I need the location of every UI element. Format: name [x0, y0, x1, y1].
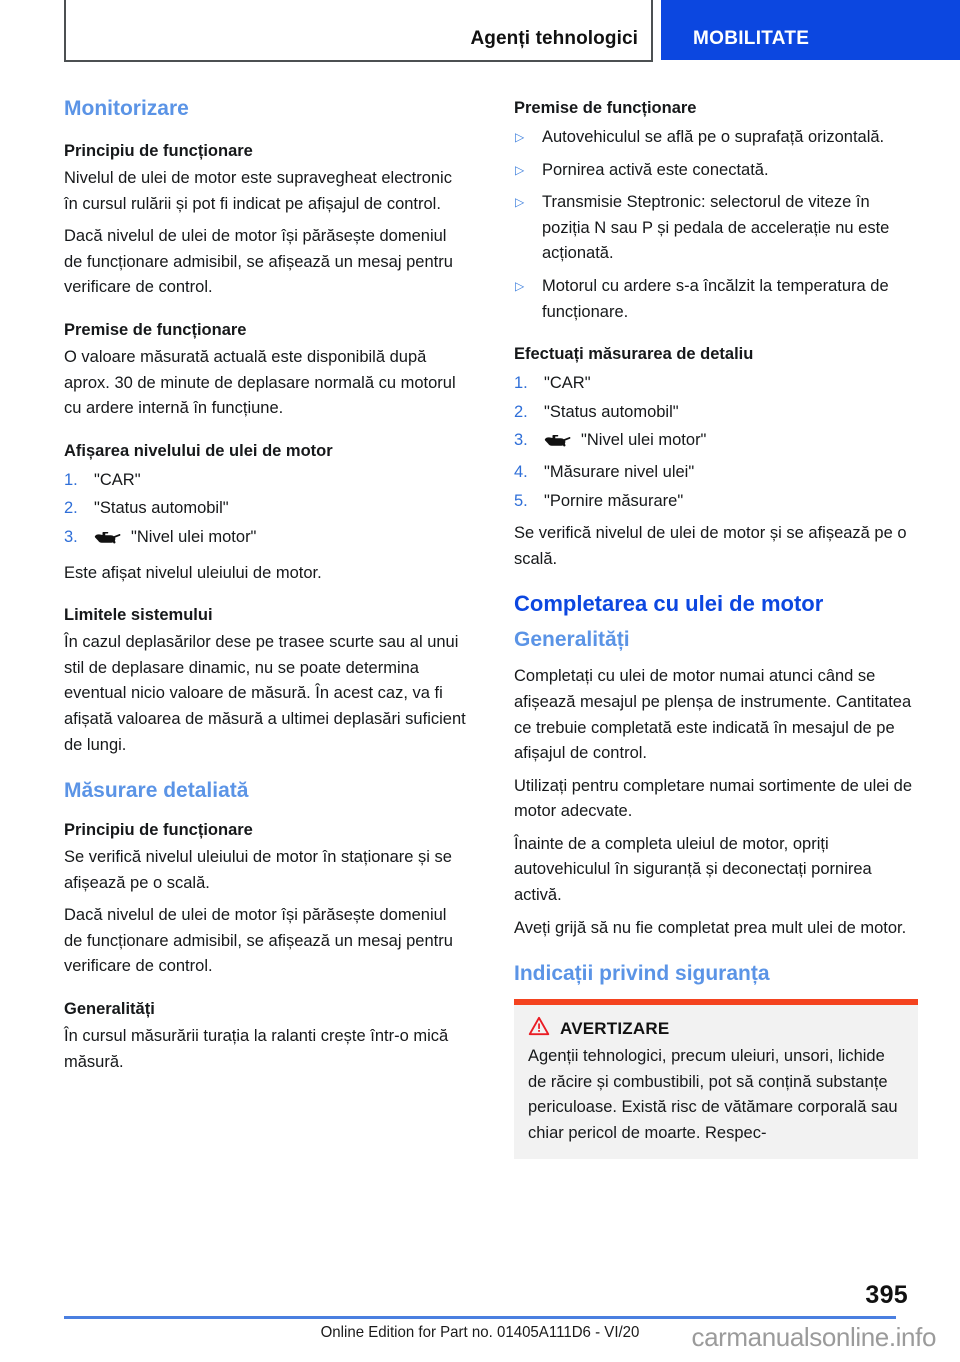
page-header [0, 0, 960, 64]
bullet-text: Transmisie Steptronic: selectorul de viteze în poziția N sau P și pedala de accelerație nu este acționată. [542, 193, 890, 263]
step-text: "Pornire măsurare" [544, 491, 684, 510]
list-item [514, 400, 918, 426]
paragraph-principiu-2: Dacă nivelul de ulei de motor își părăsește domeniul de funcționare admisibil, se afișează un mesaj pentru verificare de control. [64, 227, 453, 297]
subheading-premise-functionare-left: Premise de funcționare [64, 320, 247, 339]
list-item [64, 525, 468, 554]
edition-note: Online Edition for Part no. 01405A111D6 - VI/20 [320, 1324, 640, 1341]
paragraph-generalitati-left: În cursul măsurării turația la ralanti crește într-o mică măsură. [64, 1027, 449, 1071]
oil-can-icon [544, 431, 572, 457]
step-text: "CAR" [94, 470, 141, 489]
list-item [514, 274, 918, 325]
subheading-premise-functionare-right: Premise de funcționare [514, 99, 697, 117]
warning-triangle-icon [528, 1016, 550, 1041]
steps-afisarea-nivelului [64, 468, 468, 554]
subheading-efectuati-masurarea: Efectuați măsurarea de detaliu [514, 345, 754, 364]
right-column [514, 96, 918, 1159]
subheading-principiu-functionare-1: Principiu de funcționare [64, 142, 253, 160]
triangle-bullet-icon: ▷ [515, 162, 525, 177]
list-item [514, 125, 918, 151]
list-item [64, 496, 468, 522]
warning-body: Agenții tehnologici, precum uleiuri, unsori, lichide de răcire și combustibili, pot să conțină substanțe periculoase. Există risc de vătămare corporală sau chiar pericol de moarte. Respec- [528, 1047, 898, 1143]
paragraph-generalitati-3: Înainte de a completa uleiul de motor, opriți autovehiculul în siguranță și deconectați pornirea activă. [514, 834, 872, 905]
heading-indicatii-siguranta: Indicații privind siguranța [514, 962, 770, 986]
step-number: 1. [64, 470, 78, 489]
triangle-bullet-icon: ▷ [515, 278, 525, 293]
paragraph-principiu2-1: Se verifică nivelul uleiului de motor în staționare și se afișează pe o scală. [64, 848, 452, 892]
bullets-premise-functionare [514, 125, 918, 325]
heading-monitorizare: Monitorizare [64, 97, 189, 120]
header-section-label: Agenți tehnologici [470, 28, 638, 49]
heading-completarea-cu-ulei: Completarea cu ulei de motor [514, 591, 824, 617]
list-item [514, 190, 918, 267]
subheading-principiu-functionare-2: Principiu de funcționare [64, 821, 253, 840]
warning-box [514, 999, 918, 1158]
subheading-generalitati-left: Generalități [64, 1000, 155, 1019]
step-number: 4. [514, 462, 528, 481]
header-chapter-label: MOBILITATE [693, 28, 810, 49]
list-item [514, 371, 918, 397]
heading-generalitati-right: Generalități [514, 628, 630, 652]
subheading-afisarea-nivelului: Afișarea nivelului de ulei de motor [64, 441, 333, 460]
list-item [514, 158, 918, 184]
watermark: carmanualsonline.info [691, 1322, 936, 1352]
steps-efectuati-masurarea [514, 371, 918, 514]
step-text: "Status automobil" [544, 402, 679, 421]
step-text: "CAR" [544, 374, 591, 393]
step-number: 2. [514, 402, 528, 421]
bullet-text: Autovehiculul se află pe o suprafață orizontală. [542, 128, 885, 146]
warning-header [528, 1016, 904, 1041]
heading-masurare-detaliata: Măsurare detaliată [64, 779, 249, 803]
paragraph-efectuati-after: Se verifică nivelul de ulei de motor și se afișează pe o scală. [514, 524, 907, 568]
paragraph-generalitati-1: Completați cu ulei de motor numai atunci când se afișează mesajul pe plenșa de instrumente. Cantitatea ce trebuie completată este indicată în mesajul de pe afișajul de control. [514, 667, 912, 763]
step-number: 3. [514, 431, 528, 450]
step-number: 2. [64, 499, 78, 518]
bullet-text: Pornirea activă este conectată. [542, 160, 769, 179]
step-number: 1. [514, 374, 528, 393]
list-item [514, 489, 918, 515]
step-text: "Măsurare nivel ulei" [544, 462, 695, 481]
left-column [64, 96, 468, 1075]
list-item [514, 428, 918, 457]
list-item [64, 468, 468, 494]
paragraph-afisarea-after: Este afișat nivelul uleiului de motor. [64, 563, 322, 582]
step-text: "Status automobil" [94, 499, 229, 518]
step-number: 5. [514, 491, 528, 510]
header-section-tab [64, 0, 653, 62]
list-item [514, 460, 918, 486]
header-chapter-tab [661, 0, 960, 60]
paragraph-generalitati-4: Aveți grijă să nu fie completat prea mult ulei de motor. [514, 918, 907, 937]
paragraph-generalitati-2: Utilizați pentru completare numai sortimente de ulei de motor adecvate. [514, 776, 913, 821]
page-footer [0, 1272, 960, 1362]
subheading-limitele-sistemului: Limitele sistemului [64, 606, 213, 625]
paragraph-principiu2-2: Dacă nivelul de ulei de motor își părăsește domeniul de funcționare admisibil, se afișează un mesaj pentru verificare de control. [64, 906, 453, 976]
page-number: 395 [865, 1281, 908, 1309]
bullet-text: Motorul cu ardere s-a încălzit la temperatura de funcționare. [542, 276, 889, 321]
step-text: "Nivel ulei motor" [131, 527, 257, 546]
triangle-bullet-icon: ▷ [515, 130, 525, 144]
oil-can-icon [94, 528, 122, 554]
paragraph-principiu-1: Nivelul de ulei de motor este supravegheat electronic în cursul rulării și pot fi indicat pe afișajul de control. [64, 169, 452, 213]
step-number: 3. [64, 527, 78, 546]
triangle-bullet-icon: ▷ [515, 195, 525, 210]
warning-title: AVERTIZARE [560, 1018, 670, 1038]
step-text: "Nivel ulei motor" [581, 431, 707, 450]
paragraph-premise-left: O valoare măsurată actuală este disponibilă după aprox. 30 de minute de deplasare normală cu motorul cu ardere internă în funcțiune. [64, 347, 456, 418]
paragraph-limite: În cazul deplasărilor dese pe trasee scurte sau al unui stil de deplasare dinamic, nu se poate determina eventual nicio valoare de măsură. În acest caz, va fi afișată valoarea de măsură a ultimei deplasări suficient de lungi. [64, 633, 466, 754]
footer-divider [64, 1316, 896, 1319]
